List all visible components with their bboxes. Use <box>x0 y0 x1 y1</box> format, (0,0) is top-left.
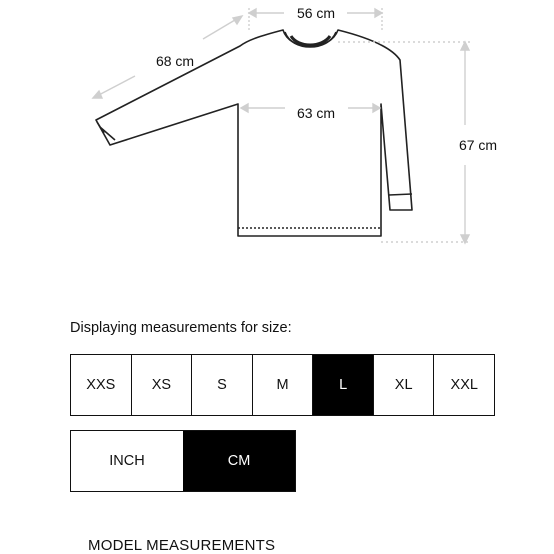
size-option-l[interactable]: L <box>313 355 374 415</box>
sweater-illustration <box>96 30 412 236</box>
size-option-xs[interactable]: XS <box>132 355 193 415</box>
model-measurements-heading: MODEL MEASUREMENTS <box>88 537 276 554</box>
unit-selector <box>70 430 296 492</box>
body-width-label: 63 cm <box>296 105 336 121</box>
body-length-label: 67 cm <box>458 137 498 153</box>
size-option-m[interactable]: M <box>253 355 314 415</box>
unit-option-inch[interactable]: INCH <box>71 431 183 491</box>
size-selector-label: Displaying measurements for size: <box>70 320 292 336</box>
sweater-size-diagram <box>0 0 554 260</box>
size-option-s[interactable]: S <box>192 355 253 415</box>
unit-option-cm[interactable]: CM <box>183 431 295 491</box>
size-option-xxl[interactable]: XXL <box>434 355 494 415</box>
size-selector <box>70 354 495 416</box>
size-option-xl[interactable]: XL <box>374 355 435 415</box>
chest-width-label: 56 cm <box>296 5 336 21</box>
size-option-xxs[interactable]: XXS <box>71 355 132 415</box>
sleeve-length-label: 68 cm <box>155 53 195 69</box>
